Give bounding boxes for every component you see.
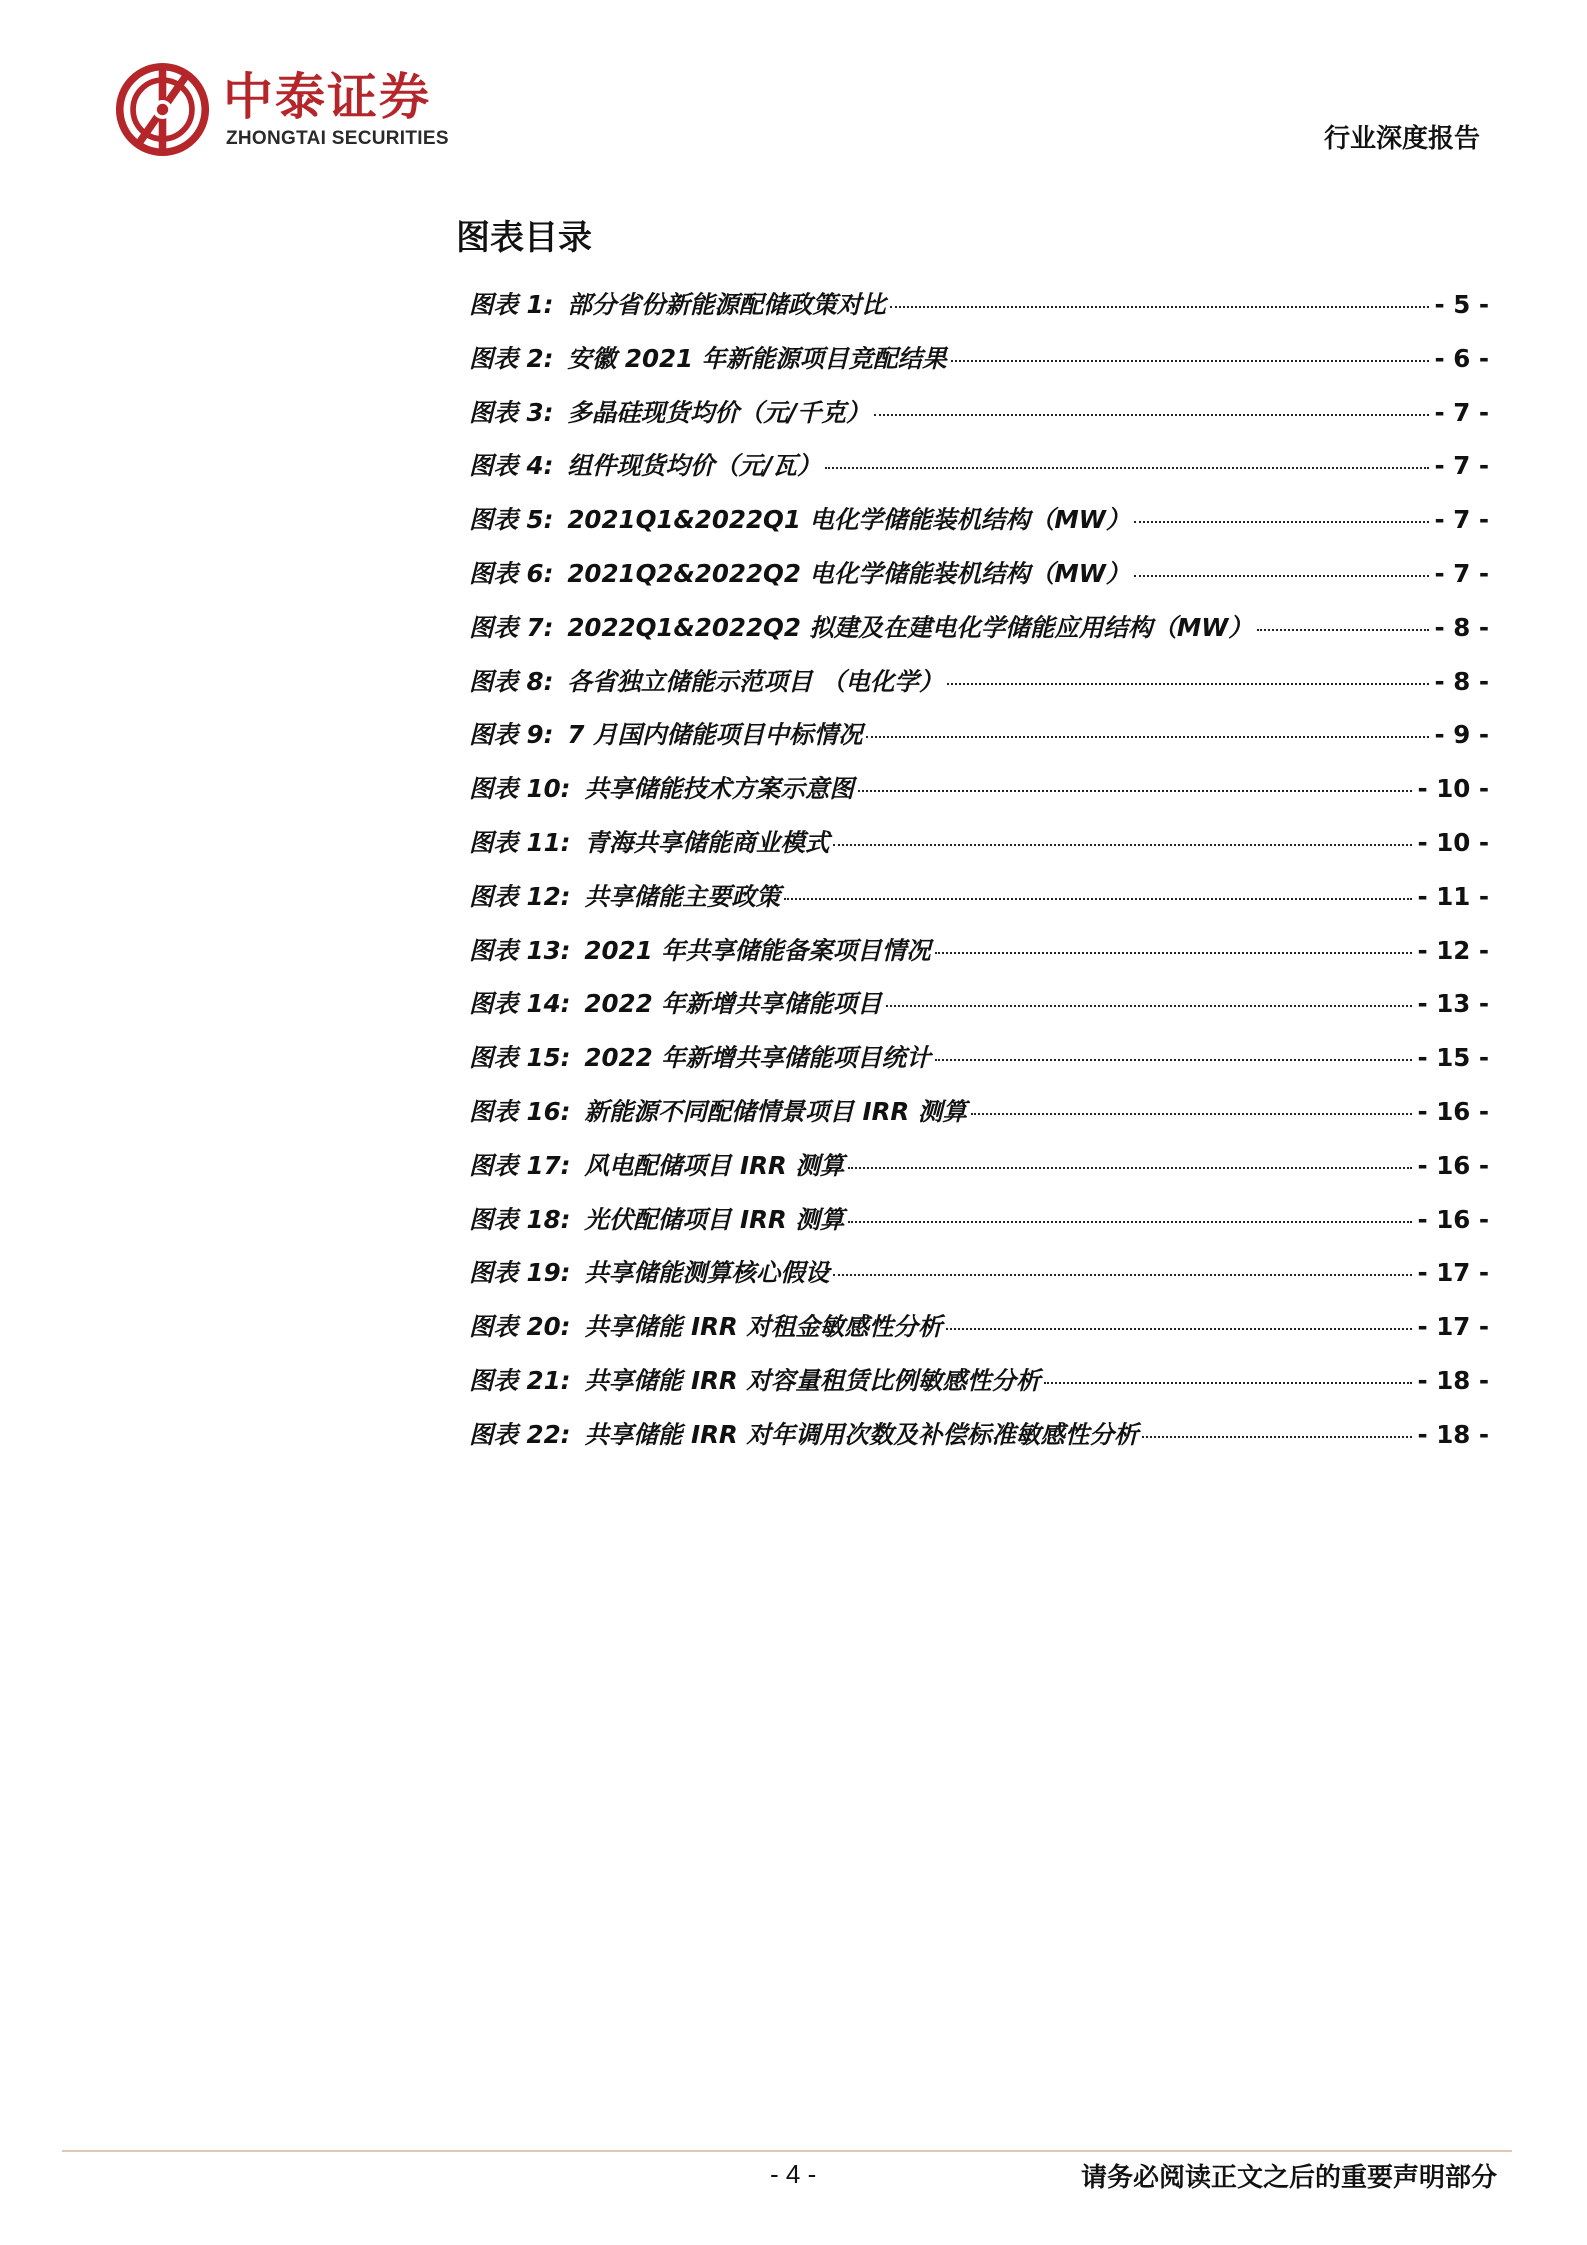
toc-leader-dots xyxy=(848,1221,1411,1223)
toc-entry-page: - 8 - xyxy=(1434,612,1489,642)
toc-entry-title: 2022 年新增共享储能项目统计 xyxy=(584,1043,931,1073)
toc-entry-page: - 10 - xyxy=(1417,774,1489,804)
toc-entry-label: 图表 6: xyxy=(469,558,554,588)
toc-entry-page: - 5 - xyxy=(1434,290,1489,319)
toc-entry[interactable] xyxy=(469,932,1489,986)
toc-entry[interactable] xyxy=(469,663,1489,717)
toc-entry-label: 图表 7: xyxy=(469,612,554,642)
toc-entry-text xyxy=(469,716,862,751)
toc-entry-text xyxy=(469,1362,1040,1397)
toc-entry-label: 图表 17: xyxy=(469,1150,571,1180)
toc-leader-dots xyxy=(951,360,1429,362)
report-type-label: 行业深度报告 xyxy=(1323,124,1480,154)
toc-entry[interactable] xyxy=(469,1308,1489,1362)
toc-entry[interactable] xyxy=(469,716,1489,770)
toc-entry[interactable] xyxy=(469,286,1489,340)
toc-entry-page: - 7 - xyxy=(1434,451,1489,481)
toc-entry-title: 风电配储项目 IRR 测算 xyxy=(584,1150,845,1180)
toc-entry-text xyxy=(469,878,780,913)
toc-leader-dots xyxy=(858,790,1412,792)
toc-entry-label: 图表 11: xyxy=(469,827,571,857)
toc-entry-page: - 9 - xyxy=(1434,720,1489,750)
toc-entry-label: 图表 18: xyxy=(469,1204,571,1234)
toc-leader-dots xyxy=(866,736,1428,738)
toc-title: 图表目录 xyxy=(456,218,592,258)
toc-entry-page: - 16 - xyxy=(1417,1096,1489,1126)
toc-entry-text xyxy=(469,932,931,967)
toc-entry-text xyxy=(469,609,1253,644)
toc-entry[interactable] xyxy=(469,1039,1489,1093)
toc-entry-page: - 18 - xyxy=(1417,1419,1489,1449)
toc-leader-dots xyxy=(848,1167,1411,1169)
toc-entry-text xyxy=(469,394,870,429)
toc-leader-dots xyxy=(947,683,1428,685)
toc-entry-title: 各省独立储能示范项目 （电化学） xyxy=(567,666,944,696)
toc-entry[interactable] xyxy=(469,1362,1489,1416)
toc-leader-dots xyxy=(886,1005,1412,1007)
toc-entry-text xyxy=(469,824,829,859)
toc-entry-text xyxy=(469,1147,844,1182)
toc-entry-text xyxy=(469,1201,844,1236)
toc-entry-title: 共享储能技术方案示意图 xyxy=(584,774,854,804)
toc-entry[interactable] xyxy=(469,1201,1489,1255)
toc-entry-text xyxy=(469,1093,967,1128)
toc-entry-title: 共享储能测算核心假设 xyxy=(584,1258,830,1288)
toc-entry-label: 图表 8: xyxy=(469,666,554,696)
toc-entry-page: - 7 - xyxy=(1434,505,1489,535)
toc-entry-page: - 10 - xyxy=(1417,827,1489,857)
toc-entry-page: - 16 - xyxy=(1417,1150,1489,1180)
toc-entry-label: 图表 19: xyxy=(469,1258,571,1288)
toc-entry-title: 新能源不同配储情景项目 IRR 测算 xyxy=(584,1096,967,1126)
toc-entry-title: 光伏配储项目 IRR 测算 xyxy=(584,1204,845,1234)
toc-leader-dots xyxy=(890,306,1429,308)
toc-entry[interactable] xyxy=(469,340,1489,394)
toc-leader-dots xyxy=(1044,1382,1411,1384)
toc-entry[interactable] xyxy=(469,1416,1489,1470)
toc-entry-label: 图表 10: xyxy=(469,774,571,804)
toc-entry-text xyxy=(469,985,882,1020)
toc-entry[interactable] xyxy=(469,878,1489,932)
toc-entry-text xyxy=(469,340,947,375)
page-number: - 4 - xyxy=(770,2159,817,2189)
toc-entry-title: 2022Q1&2022Q2 拟建及在建电化学储能应用结构（MW） xyxy=(567,612,1253,642)
toc-entry-title: 2021 年共享储能备案项目情况 xyxy=(584,935,931,965)
toc-entry-text xyxy=(469,1308,942,1343)
toc-entry-label: 图表 12: xyxy=(469,881,571,911)
toc-entry[interactable] xyxy=(469,985,1489,1039)
toc-entry-label: 图表 5: xyxy=(469,505,554,535)
toc-entry-page: - 13 - xyxy=(1417,989,1489,1019)
toc-entry-title: 青海共享储能商业模式 xyxy=(584,827,830,857)
toc-entry-page: - 18 - xyxy=(1417,1365,1489,1395)
toc-entry-label: 图表 16: xyxy=(469,1096,571,1126)
toc-leader-dots xyxy=(935,1059,1412,1061)
toc-entry-label: 图表 3: xyxy=(469,397,554,427)
toc-leader-dots xyxy=(935,952,1412,954)
toc-entry[interactable] xyxy=(469,1093,1489,1147)
toc-entry-label: 图表 21: xyxy=(469,1365,571,1395)
toc-entry-text xyxy=(469,1039,931,1074)
toc-leader-dots xyxy=(971,1113,1412,1115)
toc-entry[interactable] xyxy=(469,501,1489,555)
toc-entry[interactable] xyxy=(469,770,1489,824)
toc-entry-title: 2021Q2&2022Q2 电化学储能装机结构（MW） xyxy=(567,558,1131,588)
toc-leader-dots xyxy=(1134,575,1428,577)
toc-entry-page: - 17 - xyxy=(1417,1312,1489,1342)
toc-entry[interactable] xyxy=(469,824,1489,878)
toc-entry-label: 图表 13: xyxy=(469,935,571,965)
zhongtai-logo-icon xyxy=(115,62,210,157)
toc-entry-text xyxy=(469,555,1130,590)
toc-entry-page: - 7 - xyxy=(1434,397,1489,427)
toc-entry-label: 图表 1: xyxy=(469,290,554,319)
toc-entry-text xyxy=(469,286,886,321)
toc-leader-dots xyxy=(946,1328,1411,1330)
toc-entry-title: 共享储能 IRR 对容量租赁比例敏感性分析 xyxy=(584,1365,1041,1395)
toc-entry-page: - 15 - xyxy=(1417,1043,1489,1073)
toc-entry-title: 部分省份新能源配储政策对比 xyxy=(567,290,886,319)
toc-leader-dots xyxy=(1134,521,1428,523)
toc-leader-dots xyxy=(825,467,1428,469)
toc-entry-title: 安徽 2021 年新能源项目竞配结果 xyxy=(567,343,947,373)
toc-leader-dots xyxy=(1142,1436,1411,1438)
toc-entry-page: - 17 - xyxy=(1417,1258,1489,1288)
toc-leader-dots xyxy=(833,1274,1411,1276)
toc-entry[interactable] xyxy=(469,447,1489,501)
toc-entry-text xyxy=(469,1254,829,1289)
company-logo xyxy=(115,62,475,162)
toc-entry-title: 多晶硅现货均价（元/千克） xyxy=(567,397,871,427)
toc-entry-label: 图表 15: xyxy=(469,1043,571,1073)
toc-leader-dots xyxy=(784,898,1411,900)
toc-entry-label: 图表 14: xyxy=(469,989,571,1019)
toc-entry-title: 7 月国内储能项目中标情况 xyxy=(567,720,863,750)
toc-entry-label: 图表 22: xyxy=(469,1419,571,1449)
toc-entry[interactable] xyxy=(469,555,1489,609)
toc-entry-title: 共享储能 IRR 对租金敏感性分析 xyxy=(584,1312,943,1342)
toc-entry[interactable] xyxy=(469,1254,1489,1308)
table-of-figures xyxy=(469,286,1489,1470)
footer-disclaimer: 请务必阅读正文之后的重要声明部分 xyxy=(1080,2163,1497,2193)
toc-entry-label: 图表 2: xyxy=(469,343,554,373)
toc-entry-page: - 12 - xyxy=(1417,935,1489,965)
toc-entry-title: 2021Q1&2022Q1 电化学储能装机结构（MW） xyxy=(567,505,1131,535)
toc-entry-text xyxy=(469,663,943,698)
toc-entry-text xyxy=(469,447,821,482)
toc-entry[interactable] xyxy=(469,609,1489,663)
toc-entry-page: - 6 - xyxy=(1434,343,1489,373)
toc-entry-text xyxy=(469,770,854,805)
toc-leader-dots xyxy=(874,414,1428,416)
toc-entry-page: - 16 - xyxy=(1417,1204,1489,1234)
toc-entry-title: 2022 年新增共享储能项目 xyxy=(584,989,882,1019)
logo-english-name: ZHONGTAI SECURITIES xyxy=(226,128,449,149)
toc-entry-page: - 7 - xyxy=(1434,558,1489,588)
toc-entry-label: 图表 9: xyxy=(469,720,554,750)
toc-entry-label: 图表 20: xyxy=(469,1312,571,1342)
footer-divider xyxy=(62,2150,1512,2152)
toc-entry[interactable] xyxy=(469,394,1489,448)
toc-entry-title: 共享储能 IRR 对年调用次数及补偿标准敏感性分析 xyxy=(584,1419,1139,1449)
toc-entry-text xyxy=(469,1416,1138,1451)
toc-entry-title: 共享储能主要政策 xyxy=(584,881,781,911)
toc-entry-label: 图表 4: xyxy=(469,451,554,481)
toc-entry-title: 组件现货均价（元/瓦） xyxy=(567,451,822,481)
logo-chinese-name: 中泰证券 xyxy=(223,68,431,126)
toc-entry-page: - 11 - xyxy=(1417,881,1489,911)
toc-entry-page: - 8 - xyxy=(1434,666,1489,696)
toc-leader-dots xyxy=(1257,629,1429,631)
toc-entry-text xyxy=(469,501,1130,536)
toc-leader-dots xyxy=(833,844,1411,846)
toc-entry[interactable] xyxy=(469,1147,1489,1201)
